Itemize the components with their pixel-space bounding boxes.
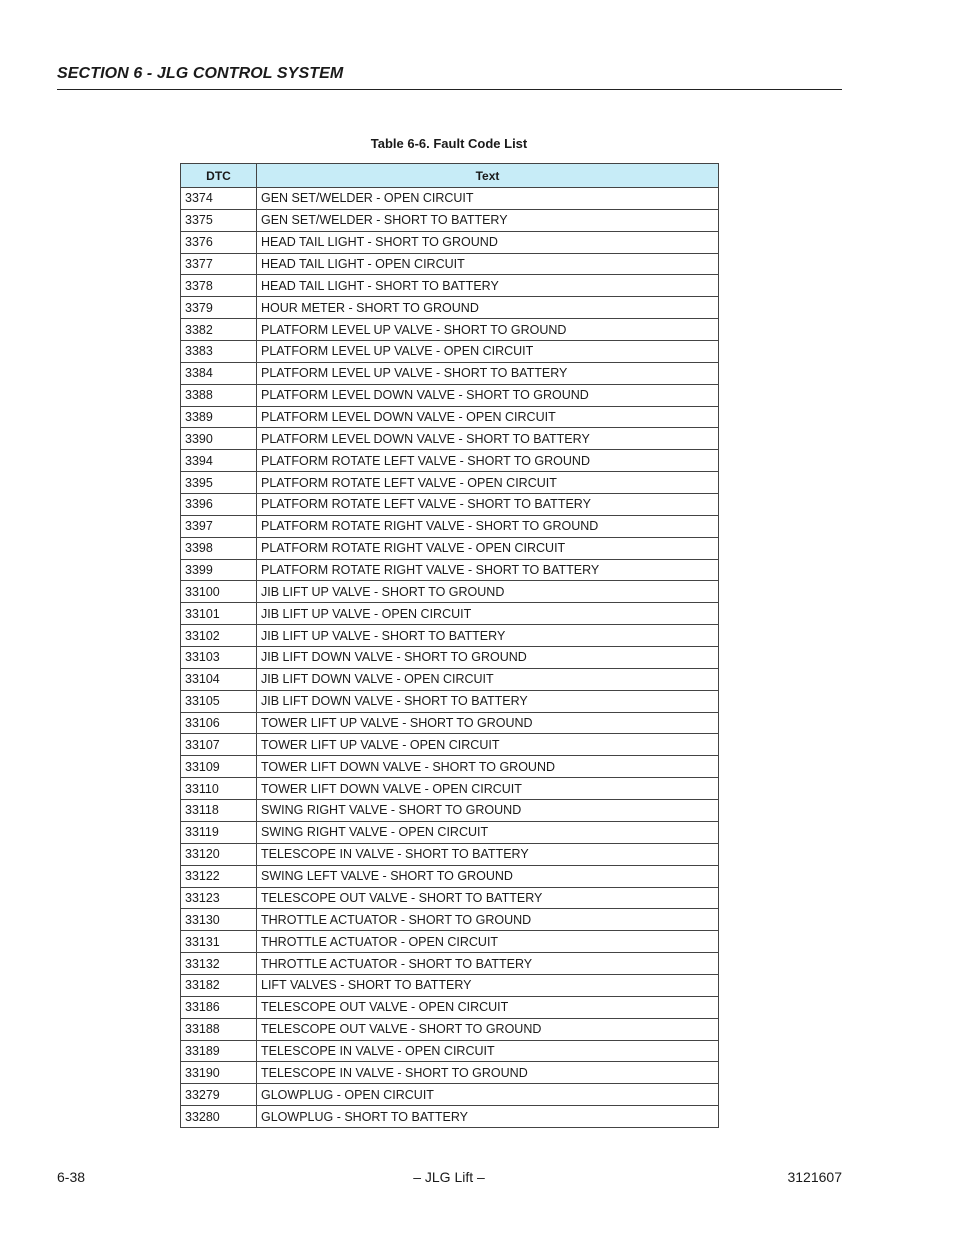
table-row (181, 712, 719, 734)
fault-text-cell: TELESCOPE IN VALVE - SHORT TO BATTERY (257, 843, 719, 865)
dtc-cell: 3399 (181, 559, 257, 581)
table-row (181, 188, 719, 210)
dtc-cell: 33107 (181, 734, 257, 756)
dtc-cell: 3376 (181, 231, 257, 253)
table-row (181, 559, 719, 581)
table-row (181, 494, 719, 516)
table-row (181, 515, 719, 537)
dtc-cell: 3375 (181, 209, 257, 231)
fault-text-cell: JIB LIFT DOWN VALVE - OPEN CIRCUIT (257, 668, 719, 690)
fault-text-cell: PLATFORM ROTATE LEFT VALVE - SHORT TO GROUND (257, 450, 719, 472)
table-row (181, 209, 719, 231)
table-row (181, 1040, 719, 1062)
table-row (181, 996, 719, 1018)
dtc-cell: 3397 (181, 515, 257, 537)
fault-text-cell: HOUR METER - SHORT TO GROUND (257, 297, 719, 319)
fault-text-cell: TELESCOPE IN VALVE - OPEN CIRCUIT (257, 1040, 719, 1062)
table-row (181, 450, 719, 472)
fault-text-cell: JIB LIFT DOWN VALVE - SHORT TO BATTERY (257, 690, 719, 712)
page-number: 6-38 (57, 1169, 86, 1185)
dtc-cell: 3377 (181, 253, 257, 275)
dtc-cell: 33104 (181, 668, 257, 690)
dtc-cell: 33120 (181, 843, 257, 865)
fault-text-cell: PLATFORM ROTATE RIGHT VALVE - OPEN CIRCUIT (257, 537, 719, 559)
dtc-cell: 33190 (181, 1062, 257, 1084)
dtc-cell: 33188 (181, 1018, 257, 1040)
table-row (181, 625, 719, 647)
dtc-cell: 33101 (181, 603, 257, 625)
header-divider (57, 89, 842, 90)
dtc-cell: 3395 (181, 472, 257, 494)
table-row (181, 668, 719, 690)
table-title: Table 6-6. Fault Code List (370, 136, 528, 151)
dtc-cell: 3396 (181, 494, 257, 516)
table-row (181, 231, 719, 253)
dtc-cell: 33109 (181, 756, 257, 778)
table-row (181, 384, 719, 406)
table-row (181, 406, 719, 428)
table-row (181, 362, 719, 384)
table-row (181, 974, 719, 996)
table-row (181, 603, 719, 625)
dtc-cell: 3383 (181, 341, 257, 363)
dtc-cell: 33102 (181, 625, 257, 647)
fault-text-cell: TOWER LIFT DOWN VALVE - OPEN CIRCUIT (257, 778, 719, 800)
fault-text-cell: PLATFORM ROTATE RIGHT VALVE - SHORT TO GROUND (257, 515, 719, 537)
fault-text-cell: PLATFORM LEVEL DOWN VALVE - SHORT TO GROUND (257, 384, 719, 406)
dtc-cell: 33118 (181, 800, 257, 822)
fault-text-cell: PLATFORM LEVEL DOWN VALVE - OPEN CIRCUIT (257, 406, 719, 428)
fault-text-cell: PLATFORM ROTATE RIGHT VALVE - SHORT TO BATTERY (257, 559, 719, 581)
fault-text-cell: HEAD TAIL LIGHT - OPEN CIRCUIT (257, 253, 719, 275)
table-row (181, 821, 719, 843)
table-row (181, 319, 719, 341)
table-header-row (181, 164, 719, 188)
table-row (181, 690, 719, 712)
dtc-cell: 33100 (181, 581, 257, 603)
fault-text-cell: JIB LIFT UP VALVE - OPEN CIRCUIT (257, 603, 719, 625)
fault-text-cell: TOWER LIFT DOWN VALVE - SHORT TO GROUND (257, 756, 719, 778)
fault-text-cell: PLATFORM ROTATE LEFT VALVE - SHORT TO BATTERY (257, 494, 719, 516)
fault-text-cell: HEAD TAIL LIGHT - SHORT TO GROUND (257, 231, 719, 253)
column-header-dtc: DTC (181, 164, 257, 188)
fault-text-cell: HEAD TAIL LIGHT - SHORT TO BATTERY (257, 275, 719, 297)
dtc-cell: 3384 (181, 362, 257, 384)
fault-text-cell: TOWER LIFT UP VALVE - SHORT TO GROUND (257, 712, 719, 734)
table-row (181, 537, 719, 559)
fault-text-cell: TOWER LIFT UP VALVE - OPEN CIRCUIT (257, 734, 719, 756)
dtc-cell: 3398 (181, 537, 257, 559)
dtc-cell: 33186 (181, 996, 257, 1018)
dtc-cell: 3382 (181, 319, 257, 341)
dtc-cell: 3394 (181, 450, 257, 472)
table-row (181, 800, 719, 822)
dtc-cell: 33103 (181, 647, 257, 669)
table-row (181, 778, 719, 800)
fault-text-cell: PLATFORM ROTATE LEFT VALVE - OPEN CIRCUIT (257, 472, 719, 494)
dtc-cell: 3374 (181, 188, 257, 210)
dtc-cell: 33132 (181, 953, 257, 975)
table-row (181, 953, 719, 975)
dtc-cell: 33189 (181, 1040, 257, 1062)
table-row (181, 581, 719, 603)
table-row (181, 253, 719, 275)
fault-text-cell: TELESCOPE IN VALVE - SHORT TO GROUND (257, 1062, 719, 1084)
fault-text-cell: JIB LIFT DOWN VALVE - SHORT TO GROUND (257, 647, 719, 669)
fault-text-cell: TELESCOPE OUT VALVE - SHORT TO GROUND (257, 1018, 719, 1040)
fault-text-cell: THROTTLE ACTUATOR - SHORT TO GROUND (257, 909, 719, 931)
dtc-cell: 3379 (181, 297, 257, 319)
fault-text-cell: TELESCOPE OUT VALVE - SHORT TO BATTERY (257, 887, 719, 909)
fault-text-cell: JIB LIFT UP VALVE - SHORT TO BATTERY (257, 625, 719, 647)
table-row (181, 275, 719, 297)
table-row (181, 1084, 719, 1106)
table-body (181, 188, 719, 1128)
table-row (181, 843, 719, 865)
dtc-cell: 33280 (181, 1106, 257, 1128)
dtc-cell: 33131 (181, 931, 257, 953)
table-row (181, 734, 719, 756)
dtc-cell: 33105 (181, 690, 257, 712)
fault-text-cell: GLOWPLUG - OPEN CIRCUIT (257, 1084, 719, 1106)
table-row (181, 756, 719, 778)
dtc-cell: 3389 (181, 406, 257, 428)
document-number: 3121607 (787, 1169, 842, 1185)
fault-text-cell: LIFT VALVES - SHORT TO BATTERY (257, 974, 719, 996)
section-title: SECTION 6 - JLG CONTROL SYSTEM (57, 65, 344, 82)
table-row (181, 428, 719, 450)
dtc-cell: 3378 (181, 275, 257, 297)
table-row (181, 931, 719, 953)
fault-text-cell: SWING RIGHT VALVE - OPEN CIRCUIT (257, 821, 719, 843)
dtc-cell: 33122 (181, 865, 257, 887)
table-row (181, 297, 719, 319)
dtc-cell: 33130 (181, 909, 257, 931)
fault-text-cell: SWING RIGHT VALVE - SHORT TO GROUND (257, 800, 719, 822)
fault-text-cell: JIB LIFT UP VALVE - SHORT TO GROUND (257, 581, 719, 603)
fault-text-cell: GLOWPLUG - SHORT TO BATTERY (257, 1106, 719, 1128)
fault-code-table (180, 163, 719, 1128)
table-row (181, 1106, 719, 1128)
dtc-cell: 33123 (181, 887, 257, 909)
fault-text-cell: GEN SET/WELDER - SHORT TO BATTERY (257, 209, 719, 231)
dtc-cell: 3390 (181, 428, 257, 450)
dtc-cell: 33279 (181, 1084, 257, 1106)
table-row (181, 647, 719, 669)
fault-text-cell: THROTTLE ACTUATOR - OPEN CIRCUIT (257, 931, 719, 953)
dtc-cell: 3388 (181, 384, 257, 406)
fault-text-cell: SWING LEFT VALVE - SHORT TO GROUND (257, 865, 719, 887)
column-header-text: Text (257, 164, 719, 188)
fault-text-cell: TELESCOPE OUT VALVE - OPEN CIRCUIT (257, 996, 719, 1018)
fault-text-cell: PLATFORM LEVEL UP VALVE - SHORT TO BATTERY (257, 362, 719, 384)
fault-text-cell: PLATFORM LEVEL DOWN VALVE - SHORT TO BATTERY (257, 428, 719, 450)
dtc-cell: 33110 (181, 778, 257, 800)
dtc-cell: 33182 (181, 974, 257, 996)
table-row (181, 865, 719, 887)
footer-center-text: – JLG Lift – (413, 1169, 485, 1185)
fault-text-cell: THROTTLE ACTUATOR - SHORT TO BATTERY (257, 953, 719, 975)
table-row (181, 341, 719, 363)
dtc-cell: 33119 (181, 821, 257, 843)
table-row (181, 472, 719, 494)
table-row (181, 909, 719, 931)
table-row (181, 1062, 719, 1084)
table-row (181, 1018, 719, 1040)
fault-text-cell: GEN SET/WELDER - OPEN CIRCUIT (257, 188, 719, 210)
fault-text-cell: PLATFORM LEVEL UP VALVE - SHORT TO GROUND (257, 319, 719, 341)
dtc-cell: 33106 (181, 712, 257, 734)
fault-text-cell: PLATFORM LEVEL UP VALVE - OPEN CIRCUIT (257, 341, 719, 363)
table-row (181, 887, 719, 909)
